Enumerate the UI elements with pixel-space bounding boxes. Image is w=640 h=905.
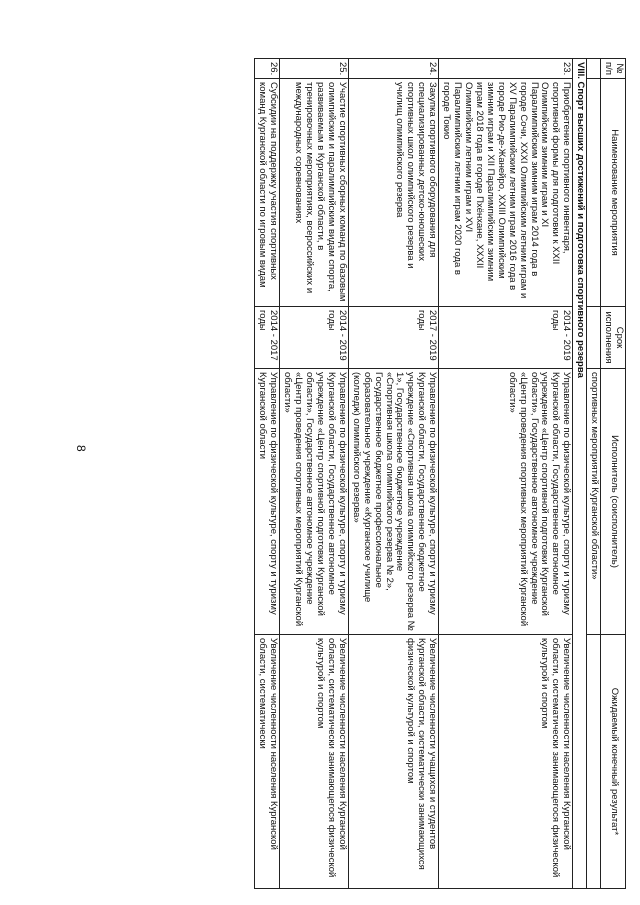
- row-result: Увеличение численности учащихся и студентов Курганской области, систематически занимающихся физической культурой и спортом: [348, 635, 438, 889]
- row-num: 25.: [280, 59, 349, 79]
- row-name: Участие спортивных сборных команд по базовым олимпийским и паралимпийским видам спорта, развиваемым в Курганской области, в тренировочных мероприятиях, всероссийских и международных соревнованиях: [280, 79, 349, 307]
- row-num: 24.: [348, 59, 438, 79]
- row-executor: Управление по физической культуре, спорту и туризму Курганской области, Государственное автономное учреждение «Центр спортивной подготовки Курганской области», Государственное автономное учреждение «Центр проведения спортивных мероприятий Курганской области»: [280, 369, 349, 635]
- rotated-table-wrapper: [255, 58, 627, 888]
- row-result: Увеличение численности населения Курганской области, систематически: [255, 635, 280, 889]
- table-row: [348, 59, 438, 889]
- continued-executor: спортивных мероприятий Курганской области»: [587, 369, 601, 635]
- table-row: [439, 59, 573, 889]
- measures-table: [255, 58, 627, 889]
- page-number: 8: [74, 445, 88, 452]
- table-row: [280, 59, 349, 889]
- table-row: [255, 59, 280, 889]
- header-num: № п/п: [601, 59, 626, 79]
- header-executor: Исполнитель (соисполнитель): [601, 369, 626, 635]
- header-result: Ожидаемый конечный результат*: [601, 635, 626, 889]
- row-num: 26.: [255, 59, 280, 79]
- header-term: Срок исполнения: [601, 307, 626, 369]
- row-executor: Управление по физической культуре, спорту и туризму Курганской области: [255, 369, 280, 635]
- row-executor: Управление по физической культуре, спорту и туризму Курганской области, Государственное бюджетное учреждение «Спортивная школа олимпийского резерва № 1», Государственное бюджетное учреждение «Спортивная школа олимпийского резерва № 2», Государственное бюджетное профессиональное образовательное учреждение «Курганское училище (колледж) олимпийского резерва»: [348, 369, 438, 635]
- header-name: Наименование мероприятия: [601, 79, 626, 307]
- row-term: 2014 - 2019 годы: [280, 307, 349, 369]
- row-name: Субсидии на поддержку участия спортивных команд Курганской области по игровым видам: [255, 79, 280, 307]
- continued-row: [587, 59, 601, 889]
- section-title: VIII. Спорт высших достижений и подготовка спортивного резерва: [573, 59, 587, 889]
- row-num: 23.: [439, 59, 573, 79]
- row-term: 2017 - 2019 годы: [348, 307, 438, 369]
- row-term: 2014 - 2019 годы: [439, 307, 573, 369]
- row-executor: Управление по физической культуре, спорту и туризму Курганской области, Государственное автономное учреждение «Центр спортивной подготовки Курганской области», Государственное автономное учреждение «Центр проведения спортивных мероприятий Курганской области»: [439, 369, 573, 635]
- row-name: Закупка спортивного оборудования для специализированных детско-юношеских спортивных школ олимпийского резерва и училищ олимпийского резерва: [348, 79, 438, 307]
- section-row: [573, 59, 587, 889]
- header-row: [601, 59, 626, 889]
- row-result: Увеличение численности населения Курганской области, систематически занимающегося физической культурой и спортом: [280, 635, 349, 889]
- row-term: 2014 - 2017 годы: [255, 307, 280, 369]
- row-result: Увеличение численности населения Курганской области, систематически занимающегося физической культурой и спортом: [439, 635, 573, 889]
- row-name: Приобретение спортивного инвентаря, спортивной формы для подготовки к XXII Олимпийским зимним играм и XI Паралимпийским зимним играм 2014 года в городе Сочи, XXXI Олимпийским летним играм и XV Паралимпийским летним играм 2016 года в городе Рио-де-Жанейро, XXIII Олимпийским зимним играм и XII Паралимпийским зимним играм 2018 года в городе Пхёнхане, XXXII Олимпийским летним играм и XVI Паралимпийским летним играм 2020 года в городе Токио: [439, 79, 573, 307]
